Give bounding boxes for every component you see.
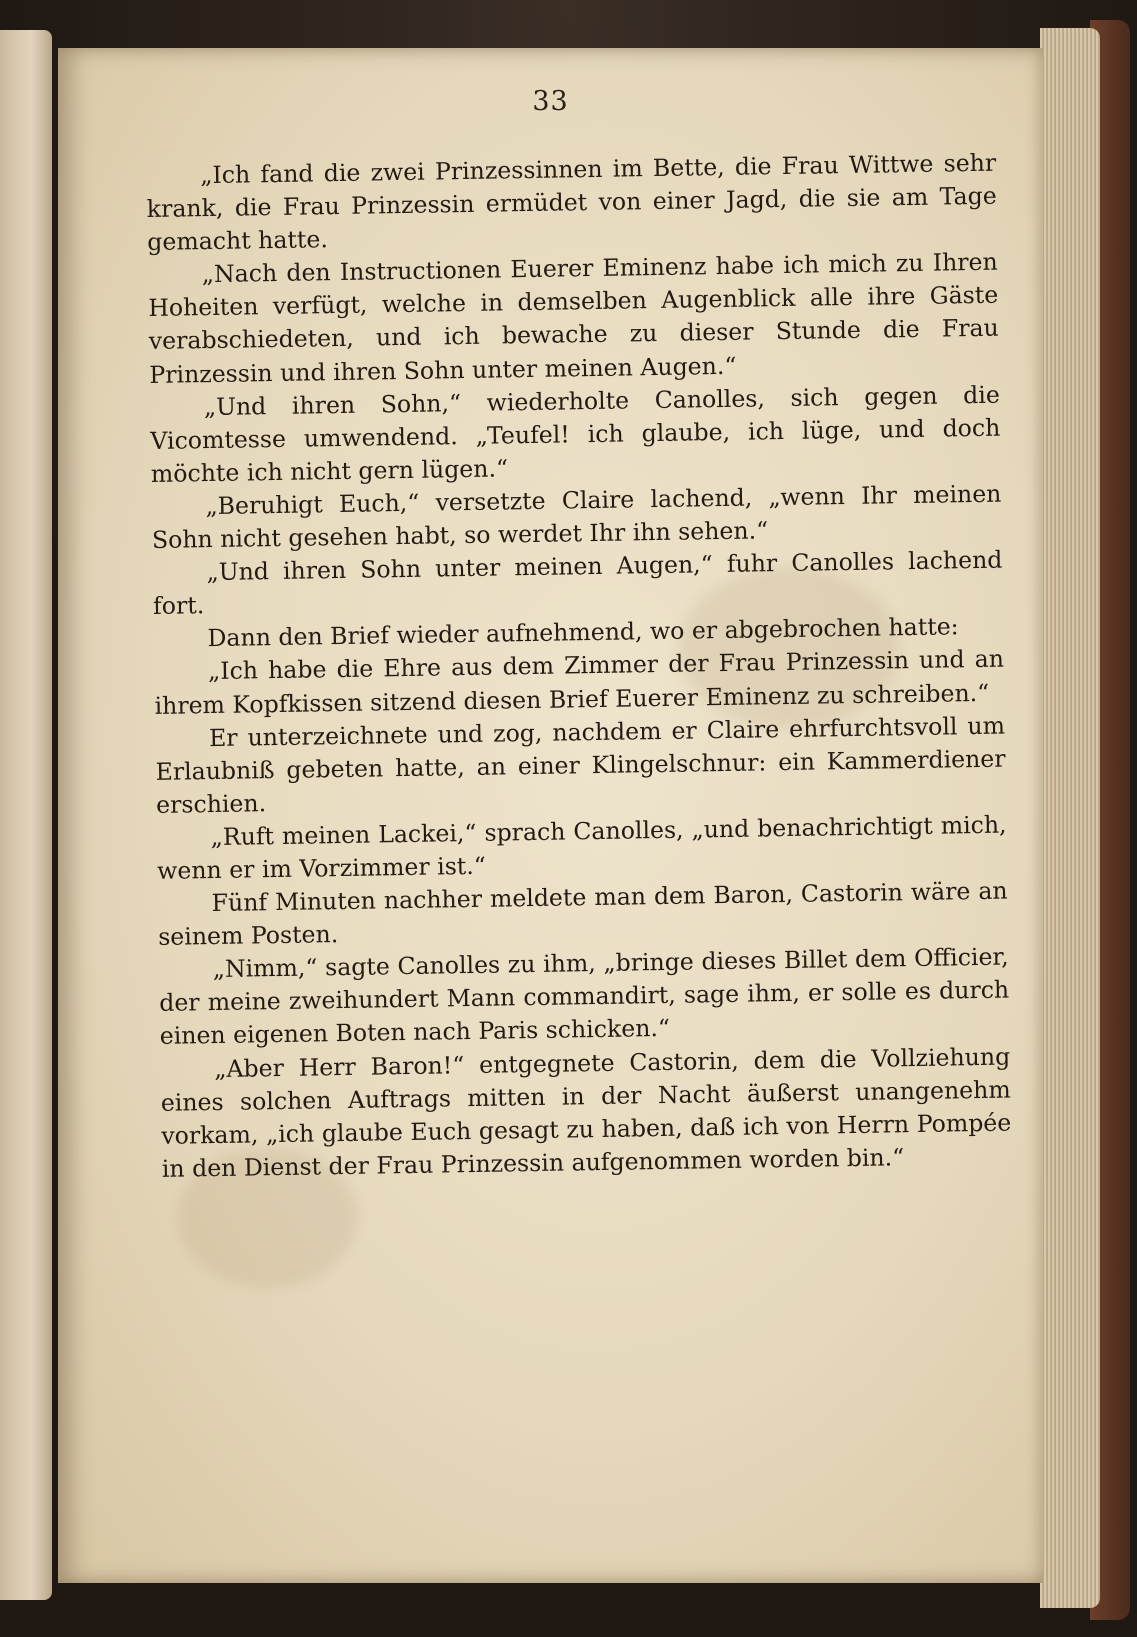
paragraph: „Und ihren Sohn,“ wiederholte Canolles, sich gegen die Vicomtesse umwendend. „Teufel! ich glaube, ich lüge, und doch möchte ich nicht gern lügen.“: [150, 380, 1001, 488]
paragraph: „Ruft meinen Lackei,“ sprach Canolles, „und benachrichtigt mich, wenn er im Vorzimmer ist.“: [156, 810, 1007, 885]
paragraph: „Nimm,“ sagte Canolles zu ihm, „bringe dieses Billet dem Officier, der meine zweihundert Mann commandirt, sage ihm, er solle es durch einen eigenen Boten nach Paris schicken.“: [159, 942, 1010, 1051]
book-page: [58, 48, 1043, 1583]
paragraph: „Beruhigt Euch,“ versetzte Claire lachend, „wenn Ihr meinen Sohn nicht gesehen habt, so werdet Ihr ihn sehen.“: [151, 479, 1002, 554]
page-stack-edge: [1040, 28, 1100, 1608]
paragraph: „Ich habe die Ehre aus dem Zimmer der Frau Prinzessin und an ihrem Kopfkissen sitzend diesen Brief Euerer Eminenz zu schreiben.“: [154, 644, 1005, 720]
paragraph: „Nach den Instructionen Euerer Eminenz habe ich mich zu Ihren Hoheiten verfügt, welche in demselben Augenblick alle ihre Gäste verabschiedeten, und ich bewache zu dieser Stunde die Frau Prinzessin und ihren Sohn unter meinen Augen.“: [148, 247, 999, 389]
paragraph: „Und ihren Sohn unter meinen Augen,“ fuhr Canolles lachend fort.: [152, 545, 1003, 621]
page-text: [146, 147, 1012, 1186]
paragraph: Er unterzeichnete und zog, nachdem er Claire ehrfurchtsvoll um Erlaubniß gebeten hatte, an einer Klingelschnur: ein Kammerdiener erschien.: [155, 711, 1006, 819]
paragraph: „Aber Herr Baron!“ entgegnete Castorin, dem die Vollziehung eines solchen Auftrags mitten in der Nacht äußerst unangenehm vorkam, „ich glaube Euch gesagt zu haben, daß ich von Herrn Pompée in den Dienst der Frau Prinzessin aufgenommen worden bin.“: [160, 1042, 1012, 1183]
paragraph: Dann den Brief wieder aufnehmend, wo er abgebrochen hatte:: [207, 612, 959, 653]
facing-page-edge: [0, 30, 52, 1600]
paragraph: Fünf Minuten nachher meldete man dem Baron, Castorin wäre an seinem Posten.: [157, 876, 1008, 952]
paragraph: „Ich fand die zwei Prinzessinnen im Bette, die Frau Wittwe sehr krank, die Frau Prinzessin ermüdet von einer Jagd, die sie am Tage gemacht hatte.: [146, 148, 997, 257]
page-number: 33: [532, 86, 569, 117]
